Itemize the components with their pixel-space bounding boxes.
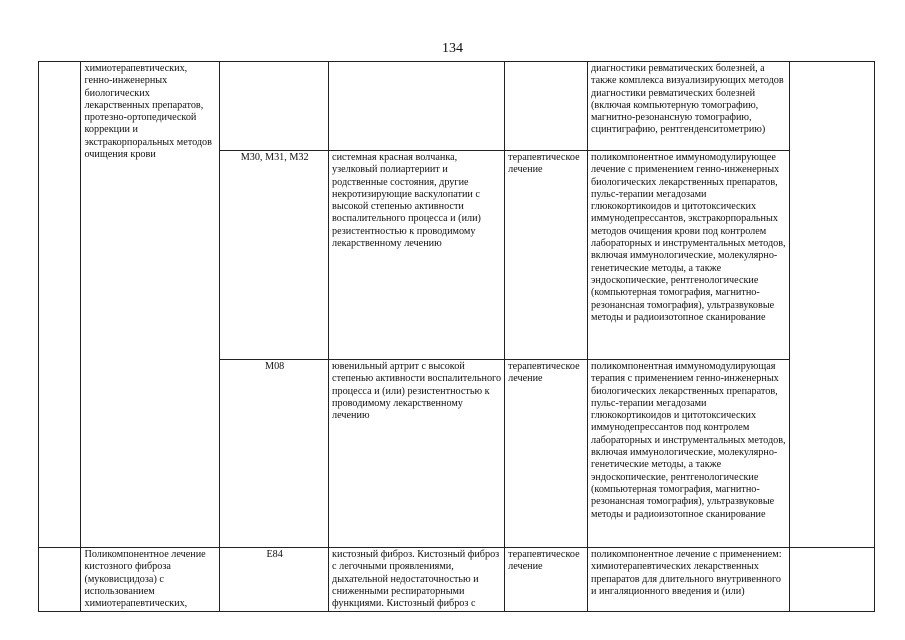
treatment-table xyxy=(38,61,875,612)
treatment-type-cell xyxy=(505,62,588,151)
description-cell: поликомпонентное лечение с применением: химиотерапевтических лекарственных препаратов для длительного внутривенного и ингаляционного введения и (или) xyxy=(588,548,790,612)
number-cell xyxy=(39,62,81,548)
description-cell: поликомпонентная иммуномодулирующая терапия с применением генно-инженерных биологических лекарственных препаратов, пульс-терапии мегадозами глюкокортикоидов и цитотоксических иммунодепрессантов под контролем лабораторных и инструментальных методов, включая иммунологические, молекулярно-генетические методы, а также эндоскопические, рентгенологические (компьютерная томография, магнитно-резонансная томография), ультразвуковые методы и радиоизотопное сканирование xyxy=(588,360,790,548)
code-cell: M08 xyxy=(220,360,329,548)
number-cell xyxy=(39,548,81,612)
description-cell: поликомпонентное иммуномодулирующее лечение с применением генно-инженерных биологических лекарственных препаратов, пульс-терапии мегадозами глюкокортикоидов и цитотоксических иммунодепрессантов, экстракорпоральных методов очищения крови под контролем лабораторных и инструментальных методов, включая иммунологические, молекулярно-генетические методы, а также эндоскопические, рентгенологические (компьютерная томография, магнитно-резонансная томография), ультразвуковые методы и радиоизотопное сканирование xyxy=(588,151,790,360)
disease-cell xyxy=(329,62,505,151)
code-cell xyxy=(220,62,329,151)
table-row xyxy=(39,62,875,151)
table-row xyxy=(39,548,875,612)
disease-cell: системная красная волчанка, узелковый полиартериит и родственные состояния, другие некротизирующие васкулопатии с высокой степенью активности воспалительного процесса и (или) резистентностью к проводимому лекарственному лечению xyxy=(329,151,505,360)
disease-cell: кистозный фиброз. Кистозный фиброз с легочными проявлениями, дыхательной недостаточностью и сниженными респираторными функциями. Кистозный фиброз с xyxy=(329,548,505,612)
treatment-type-cell: терапевтическое лечение xyxy=(505,548,588,612)
treatment-type-cell: терапевтическое лечение xyxy=(505,360,588,548)
treatment-type-cell: терапевтическое лечение xyxy=(505,151,588,360)
method-cell: химиотерапевтических, генно-инженерных биологических лекарственных препаратов, протезно-ортопедической коррекции и экстракорпоральных методов очищения крови xyxy=(81,62,220,548)
method-cell: Поликомпонентное лечение кистозного фиброза (муковисцидоза) с использованием химиотерапевтических, xyxy=(81,548,220,612)
cost-cell xyxy=(790,548,875,612)
cost-cell xyxy=(790,62,875,548)
disease-cell: ювенильный артрит с высокой степенью активности воспалительного процесса и (или) резистентностью к проводимому лекарственному лечению xyxy=(329,360,505,548)
description-cell: диагностики ревматических болезней, а также комплекса визуализирующих методов диагностики ревматических болезней (включая компьютерную томографию, магнитно-резонансную томографию, сцинтиграфию, рентгенденситометрию) xyxy=(588,62,790,151)
page-number: 134 xyxy=(442,41,463,56)
code-cell: E84 xyxy=(220,548,329,612)
code-cell: M30, M31, M32 xyxy=(220,151,329,360)
